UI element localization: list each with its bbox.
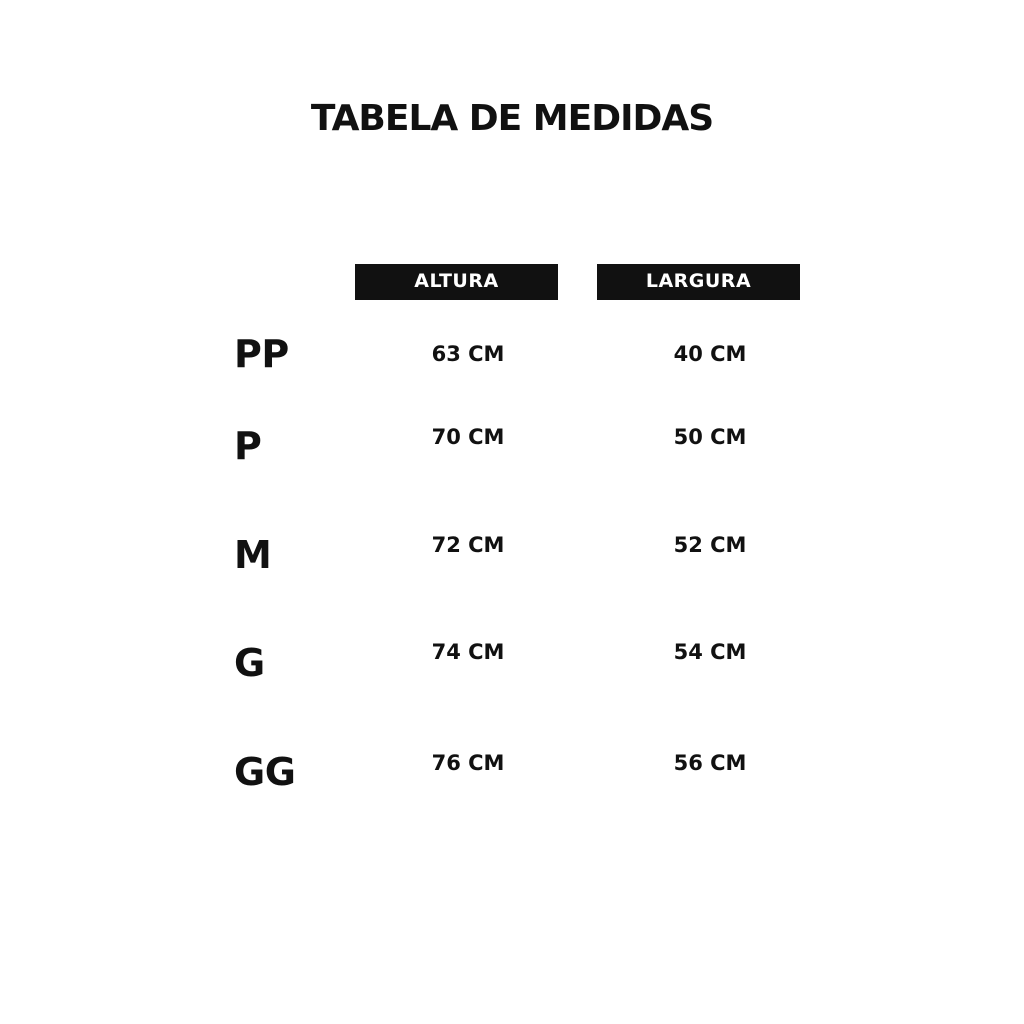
- largura-value-g: 54 CM: [673, 640, 747, 664]
- size-label-p: P: [234, 424, 262, 468]
- column-header-largura: LARGURA: [597, 264, 800, 300]
- size-label-pp: PP: [234, 332, 289, 376]
- largura-value-p: 50 CM: [673, 425, 747, 449]
- page-title: TABELA DE MEDIDAS: [310, 98, 714, 139]
- size-label-g: G: [234, 641, 265, 685]
- altura-value-g: 74 CM: [431, 640, 505, 664]
- column-header-altura: ALTURA: [355, 264, 558, 300]
- altura-value-pp: 63 CM: [431, 342, 505, 366]
- altura-value-gg: 76 CM: [431, 751, 505, 775]
- largura-value-pp: 40 CM: [673, 342, 747, 366]
- largura-value-m: 52 CM: [673, 533, 747, 557]
- altura-value-p: 70 CM: [431, 425, 505, 449]
- size-label-gg: GG: [234, 750, 296, 794]
- largura-value-gg: 56 CM: [673, 751, 747, 775]
- altura-value-m: 72 CM: [431, 533, 505, 557]
- size-label-m: M: [234, 533, 272, 577]
